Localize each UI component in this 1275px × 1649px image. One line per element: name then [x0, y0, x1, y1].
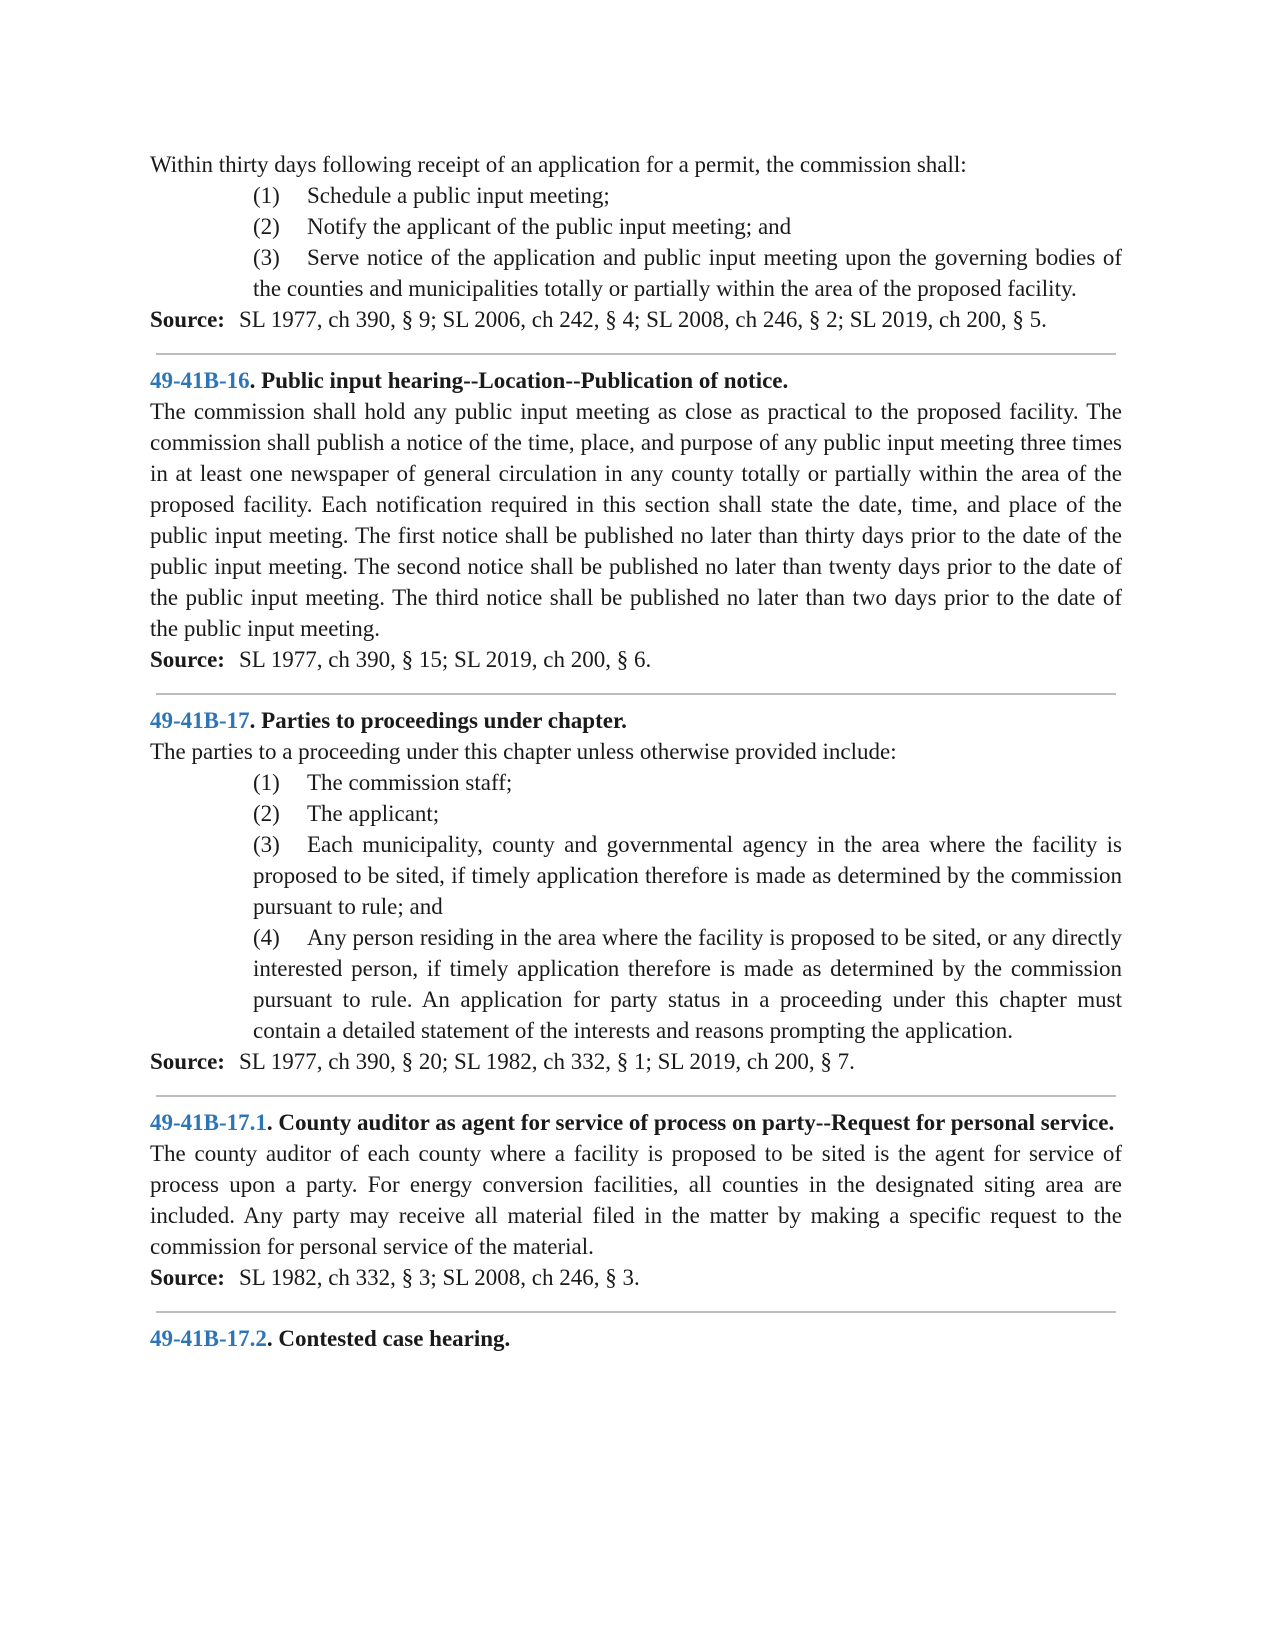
- item-number: (4): [253, 925, 280, 950]
- item-text: Any person residing in the area where the facility is proposed to be sited, or any directly interested person, if timely application therefore is made as determined by the commission pursuant to rule. An application for party status in a proceeding under this chapter must contain a detailed statement of the interests and reasons prompting the application.: [253, 925, 1122, 1043]
- section-body: The county auditor of each county where a facility is proposed to be sited is the agent for service of process upon a party. For energy conversion facilities, all counties in the designated siting area are included. Any party may receive all material filed in the matter by making a specific request to the commission for personal service of the material.: [150, 1141, 1122, 1259]
- item-text: The commission staff;: [307, 770, 513, 795]
- source-line: [150, 1262, 1122, 1293]
- source-label: Source:: [150, 1049, 225, 1074]
- list-item: [253, 922, 1122, 1046]
- item-number: (2): [253, 214, 280, 239]
- source-text: SL 1977, ch 390, § 9; SL 2006, ch 242, § 4; SL 2008, ch 246, § 2; SL 2019, ch 200, § 5.: [238, 307, 1047, 332]
- section-49-41b-17: [150, 705, 1122, 1077]
- section-divider: [156, 1311, 1116, 1313]
- section-title: . Contested case hearing.: [266, 1326, 511, 1351]
- list-item: [253, 829, 1122, 922]
- source-label: Source:: [150, 307, 225, 332]
- section-heading: [150, 1107, 1122, 1138]
- section-heading: [150, 705, 1122, 736]
- item-text: Notify the applicant of the public input meeting; and: [307, 214, 792, 239]
- source-label: Source:: [150, 1265, 225, 1290]
- section-title: . Public input hearing--Location--Publication of notice.: [249, 368, 789, 393]
- item-text: Schedule a public input meeting;: [307, 183, 610, 208]
- source-text: SL 1982, ch 332, § 3; SL 2008, ch 246, § 3.: [238, 1265, 640, 1290]
- source-label: Source:: [150, 647, 225, 672]
- item-text: Serve notice of the application and public input meeting upon the governing bodies of the counties and municipalities totally or partially within the area of the proposed facility.: [253, 245, 1122, 301]
- section-divider: [156, 353, 1116, 355]
- section-number-link[interactable]: 49-41B-17.2: [150, 1326, 267, 1351]
- section-intro: Within thirty days following receipt of an application for a permit, the commission shall:: [150, 152, 967, 177]
- document-content: [150, 149, 1122, 1354]
- source-line: [150, 304, 1122, 335]
- item-number: (3): [253, 832, 280, 857]
- section-heading: [150, 1323, 1122, 1354]
- source-text: SL 1977, ch 390, § 15; SL 2019, ch 200, § 6.: [238, 647, 652, 672]
- item-text: The applicant;: [307, 801, 440, 826]
- section-heading: [150, 365, 1122, 396]
- section-title: . County auditor as agent for service of process on party--Request for personal service.: [266, 1110, 1115, 1135]
- list-item: [253, 211, 1122, 242]
- item-text: Each municipality, county and governmental agency in the area where the facility is proposed to be sited, if timely application therefore is made as determined by the commission pursuant to rule; and: [253, 832, 1122, 919]
- section-49-41b-17-2: [150, 1323, 1122, 1354]
- section-divider: [156, 1095, 1116, 1097]
- list-item: [253, 798, 1122, 829]
- source-line: [150, 1046, 1122, 1077]
- source-text: SL 1977, ch 390, § 20; SL 1982, ch 332, § 1; SL 2019, ch 200, § 7.: [238, 1049, 855, 1074]
- section-intro: The parties to a proceeding under this chapter unless otherwise provided include:: [150, 739, 897, 764]
- section-49-41b-16: [150, 365, 1122, 675]
- item-number: (1): [253, 183, 280, 208]
- section-body: The commission shall hold any public input meeting as close as practical to the proposed facility. The commission shall publish a notice of the time, place, and purpose of any public input meeting three times in at least one newspaper of general circulation in any county totally or partially within the area of the proposed facility. Each notification required in this section shall state the date, time, and place of the public input meeting. The first notice shall be published no later than thirty days prior to the date of the public input meeting. The second notice shall be published no later than twenty days prior to the date of the public input meeting. The third notice shall be published no later than two days prior to the date of the public input meeting.: [150, 399, 1122, 641]
- item-number: (3): [253, 245, 280, 270]
- section-number-link[interactable]: 49-41B-17: [150, 708, 250, 733]
- section-title: . Parties to proceedings under chapter.: [249, 708, 627, 733]
- section-number-link[interactable]: 49-41B-17.1: [150, 1110, 267, 1135]
- item-number: (1): [253, 770, 280, 795]
- section-number-link[interactable]: 49-41B-16: [150, 368, 250, 393]
- source-line: [150, 644, 1122, 675]
- list-item: [253, 242, 1122, 304]
- item-number: (2): [253, 801, 280, 826]
- section-continued: [150, 149, 1122, 335]
- section-divider: [156, 693, 1116, 695]
- section-49-41b-17-1: [150, 1107, 1122, 1293]
- list-item: [253, 767, 1122, 798]
- list-item: [253, 180, 1122, 211]
